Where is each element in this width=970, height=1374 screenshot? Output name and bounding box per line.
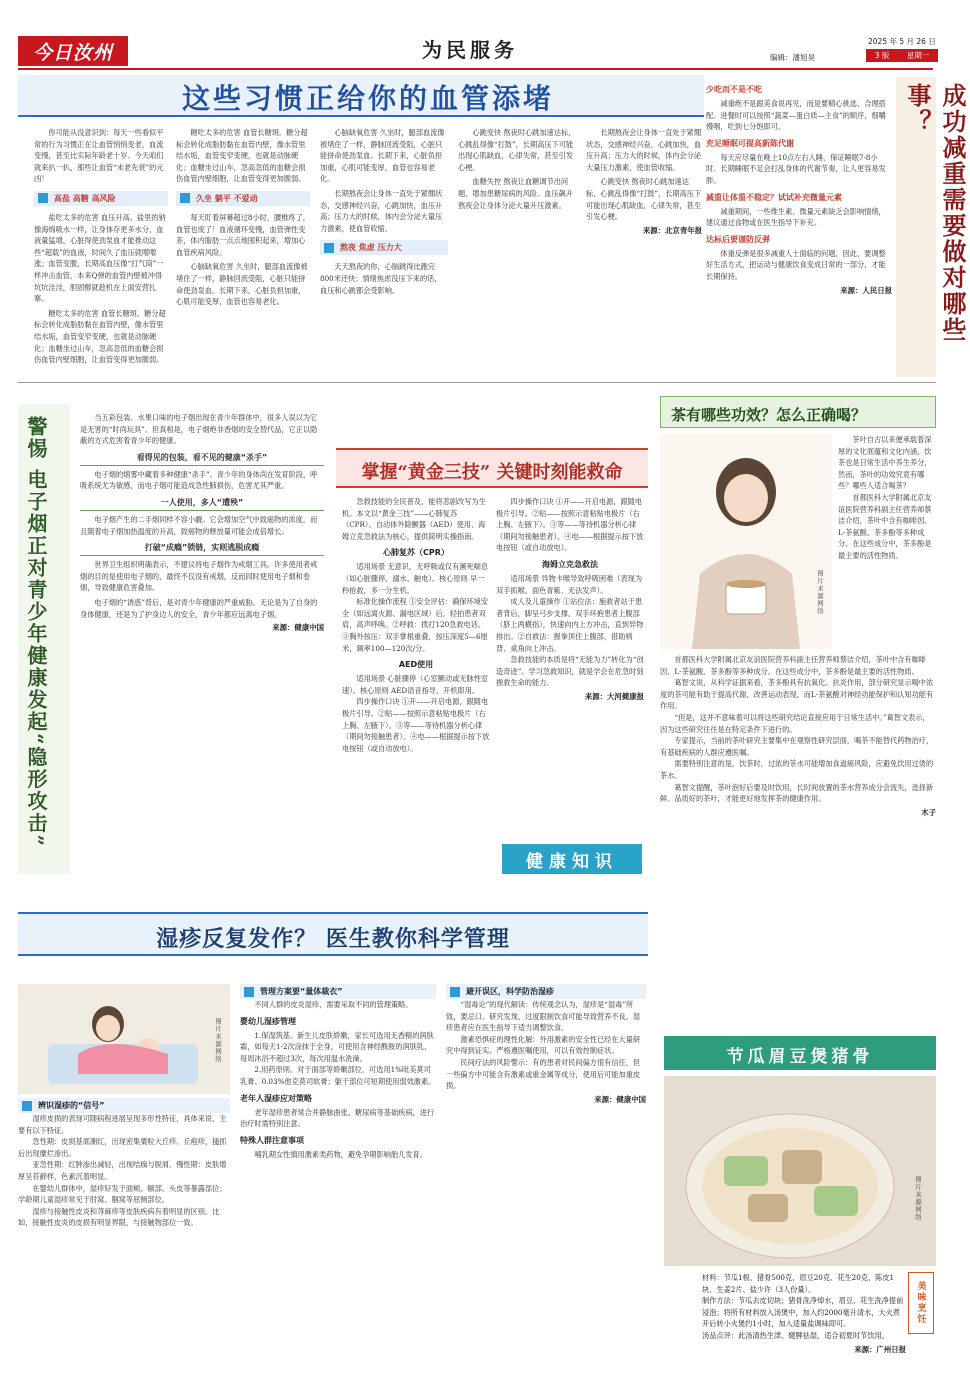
page-info <box>866 49 938 62</box>
eczema-p5: 湿疹与接触性皮炎和荨麻疹等皮肤疾病有着明显的区别。比如，接触性皮炎的皮损有明显界限，与接触物部位一致。 <box>18 1206 220 1228</box>
eczema-p8: 2.用药原则。对于面部等娇嫩部位，可选用1%吡美莫司乳膏、0.03%他克莫司软膏；躯干部位可短期使用弱效激素。 <box>240 1065 436 1086</box>
recipe-stamp-text: 美味烹饪 <box>915 1281 926 1325</box>
eczema-p4: 在婴幼儿群体中，湿疹好发于面颊、额部、头皮等暴露部位；学龄期儿童湿疹常见于肘窝、腘窝等屈侧部位。 <box>18 1183 227 1205</box>
recipe-source: 来源：广州日报 <box>854 1344 906 1354</box>
eczema-p1: 湿疹皮损的表现可随病程进展呈现多形性特征，具体来说，主要有以下特征。 <box>18 1114 227 1135</box>
eczema-p9: 老年湿疹患者常合并静脉曲张、糖尿病等基础疾病，进行治疗时需特别注意。 <box>240 1107 435 1129</box>
recipe-stamp <box>908 1272 934 1334</box>
blood-p1: 盐吃太多的危害 血压升高。盐里的钠像海绵吸水一样，让身体存更多水分，血液量猛增，心脏得使劲泵血才能推动这些“超载”的血液，时间久了血压就噌噌涨；血管变脆，长期高血压像“打气筒”一样冲击血管，本来Q弹的血管内壁被冲得坑坑洼洼，胆固醇就趁机在上面安营扎寨。 <box>34 212 166 304</box>
cpr-p5: 适用场景 异物卡喉导致呼吸困难（表现为双手抓喉、面色青紫、无法发声）。 <box>496 573 643 595</box>
eczema-p2: 急性期：皮损基底潮红，出现密集粟粒大丘疹、丘疱疹，搔抓后出现糜烂渗出。 <box>18 1137 227 1158</box>
article-weight <box>706 75 967 385</box>
article-tea <box>654 392 936 1032</box>
eczema-p11: “湿毒论”的现代解读：传统观念认为，湿疹是“湿毒”所致，要忌口。研究发现，过度限制饮食可能导致营养不良，湿疹患者应在医生指导下适当调整饮食。 <box>446 1000 641 1033</box>
tea-p2: 首都医科大学附属北京友谊医院营养科副主任营养师蔡洁介绍，茶叶中含有咖啡因、L-茶氨酸、茶多酚等多种成分。在这些成分中，茶多酚是最主要的活性物质。 <box>838 492 932 560</box>
weight-vtitle-box <box>896 77 967 377</box>
weight-h1: 少吃而不是不吃 <box>706 85 762 94</box>
ecig-s3: 打破“成瘾”锁链，实则逃脱成瘾 <box>80 542 324 556</box>
cpr-p4a: 四步操作口诀 ①开——开启电源，跟随电极片引导。②贴——按照示意粘贴电极片（右上胸、左腋下）。③等——等待机器分析心律（期间勿接触患者）。④电——根据提示按下放电按钮（或自动放电）。 <box>342 697 490 753</box>
tea-source: 木子 <box>921 807 936 817</box>
eczema-illustration <box>18 984 230 1094</box>
blood-tag-2 <box>176 191 310 206</box>
tea-title: 茶有哪些功效？怎么正确喝？ <box>671 406 867 424</box>
cpr-p4: 四步操作口诀 ①开——开启电源，跟随电极片引导。②贴——按照示意粘贴电极片（右上胸、左腋下）。③等——等待机器分析心律（期间勿接触患者）。④电——根据提示按下放电按钮（或自动放电）。 <box>496 497 644 553</box>
recipe-effect: 汤品点评：此汤清热生津、健脾祛湿，适合初夏时节饮用。 <box>702 1330 889 1340</box>
eczema-p10: 哺乳期女性慎用激素类药物，避免孕期影响胎儿发育。 <box>254 1149 427 1159</box>
blood-tag-3 <box>320 240 448 255</box>
recipe-title-bar <box>664 1036 936 1070</box>
recipe-photo <box>664 1076 936 1266</box>
weight-p1: 减重绝不是跟美食说再见，而是要精心挑选、合理搭配。进餐时可以按照“蔬菜—蛋白质—主食”的顺序，细嚼慢咽，吃到七分饱即可。 <box>706 99 886 132</box>
recipe-steps: 制作方法：节瓜去皮切块；猪骨洗净焯水，眉豆、花生洗净提前浸泡；将所有材料放入汤煲中，加入约2000毫升清水，大火煮开后转小火煲约1小时，加入适量盐调味即可。 <box>702 1296 904 1329</box>
tag-square-icon <box>38 193 48 203</box>
ecig-source: 来源：健康中国 <box>272 623 324 633</box>
tea-p1: 茶叶自古以来便承载着深厚的文化底蕴和文化内涵，饮茶也是日常生活中养生养分，然而，茶叶的功效究竟有哪些？哪些人适合喝茶？ <box>838 435 932 491</box>
masthead-date: 2025 年 5 月 26 日 <box>868 37 936 46</box>
cpr-title-bar <box>336 448 648 488</box>
blood-p5: 长期熬夜会让身体一直处于紧绷状态，交感神经兴奋，心跳加快，血压升高；压力大的时候，体内会分泌大量压力激素，使血管收缩。 <box>320 188 443 233</box>
cpr-title: 掌握“黄金三技” 关键时刻能救命 <box>361 462 623 483</box>
eczema-p6: 不同人群的皮炎湿疹，需要采取不同的管理策略。 <box>254 1000 413 1009</box>
recipe-photo-note: 图片来源网络 <box>914 1176 922 1221</box>
tea-p5: 专家提示，当前的茶叶研究主要集中在观察性研究层面，喝茶不能替代药物治疗，有基础疾病的人群应遵医嘱。 <box>660 736 934 757</box>
weight-p2: 每天应尽量在晚上10点左右入睡，保证睡眠7-8小时。长期睡眠不足会打乱身体的代谢节奏，让人更容易发胖。 <box>706 152 886 185</box>
tag-square-icon <box>180 193 190 203</box>
eczema-source: 来源：健康中国 <box>594 1094 646 1104</box>
masthead-logo: 今日汝州 <box>18 36 128 66</box>
tea-photo-note: 图片来源网络 <box>816 570 824 615</box>
article-blood-vessel <box>18 75 704 371</box>
weight-h4: 达标后要谨防反弹 <box>706 234 770 244</box>
editor-name: 编辑：潘旭昊 <box>770 53 815 62</box>
weight-h3: 减重让体重不稳定？试试补充微量元素 <box>706 192 842 202</box>
ecig-p1: 电子烟的烟雾中藏着多种健康“杀手”。青少年的身体尚在发育阶段，呼吸系统尤为敏感，而电子烟可能造成急性肺损伤，危害尤其严重。 <box>80 469 318 491</box>
article-cpr <box>336 448 648 886</box>
weight-h2: 充足睡眠可提高新陈代谢 <box>706 138 794 148</box>
tea-p7: 葛智文提醒，茶叶泡好后要及时饮用，长时间放置的茶水营养成分会流失，选择新鲜、品质好的茶叶，才能更好地发挥茶的健康作用。 <box>660 782 934 804</box>
article-recipe <box>662 1032 936 1354</box>
tea-p6: 需要特别注意的是，饮茶时，过浓的茶水可能增加食道癌风险，应避免饮用过烫的茶水。 <box>660 759 934 780</box>
blood-p2: 糖吃太多的危害 血管长糖斑。糖分超标会转化成脂肪黏在血管内壁，像水管里结水垢，血管变窄变硬，也就是动脉硬化；血糖坐过山车，忽高忽低的血糖会损伤血管内壁细胞，让血管变得更加脆弱。 <box>34 308 166 365</box>
cpr-intro: 急救技能的全民普及，能将悲剧改写为生机。本文以“黄金三技”——心肺复苏（CPR）、自动体外除颤器（AED）使用、海姆立克急救法为核心，提供简明实操指南。 <box>342 497 486 541</box>
eczema-title: 湿疹反复发作？ 医生教你科学管理 <box>156 926 510 952</box>
tag-square-icon <box>22 1101 32 1111</box>
masthead <box>0 0 950 72</box>
ecig-intro: 当五彩包装、水果口味的电子烟出现在青少年群体中，很多人误以为它是无害的“时尚玩具”。但真相是，电子烟绝非香烟的安全替代品，它正以隐蔽的方式危害着青少年的健康。 <box>80 413 318 446</box>
eczema-p7: 1.保湿筑基。新生儿皮肤娇嫩，家长可选用无香精的润肤霜，如每天1-2次涂抹于全身，可使用含神经酰胺的润肤乳，每周沐浴不超过3次，每次用温水洗澡。 <box>240 1030 434 1063</box>
eczema-sub3: 特殊人群注意事项 <box>240 1135 304 1145</box>
woman-tea-illustration <box>660 434 832 649</box>
tea-title-bar <box>660 396 936 428</box>
blood-p7: 血糖失控 熬夜让血糖调节出问题，增加患糖尿病的风险。血压飙升 熬夜会让身体分泌大量升压激素。 <box>458 177 574 210</box>
recipe-ingredients: 材料：节瓜1根、猪骨500克、眉豆20克、花生20克、陈皮1块、生姜2片、盐少许（3人份量）。 <box>702 1273 895 1294</box>
ecig-vtitle: 警惕 电子烟正对青少年健康发起“隐形攻击” <box>24 416 48 848</box>
eczema-p13: 民间疗法的风险警示：有的患者对民间偏方很有信任，但一些偏方中可能含有激素或重金属等成分，使用后可能加重皮损。 <box>446 1057 641 1091</box>
ecig-vtitle-box <box>18 404 70 874</box>
tea-p4: “但是，这并不意味着可以将这些研究结论直接应用于日常生活中。”葛智文表示，因为这些研究往往是在特定条件下进行的。 <box>660 712 930 734</box>
eczema-h2 <box>240 984 436 999</box>
blood-p6b: 心跳变快 熬夜时心跳加速达标，心跳乱得像“打鼓”，长期高压下可能出现心肌缺血，心律失常，甚至引发心梗。 <box>586 177 702 222</box>
blood-p3: 每天盯着屏幕超过8小时，腰椎疼了，血管也废了！血液循环变慢，血管弹性变差，体内脂肪一点点地囤积起来，增加心血管疾病风险。 <box>176 212 310 257</box>
eczema-h1 <box>18 1098 230 1113</box>
blood-tag-3-text: 熬夜 焦虑 压力大 <box>340 243 402 253</box>
eczema-title-bar <box>18 912 648 956</box>
cpr-h1: 心肺复苏（CPR） <box>383 548 449 558</box>
blood-p4: 心脑缺氧危害 久坐时，腿部血流像被堵住了一样，静脉回流受阻，心脏只能拼命使劲泵血。长期下来，心脏负担加重，心肌可能变厚，血管也容易老化。 <box>176 262 308 307</box>
masthead-divider <box>18 68 933 70</box>
eczema-photo-note: 图片来源网络 <box>214 1018 222 1063</box>
ecig-p3: 世界卫生组织明确表示，不建议将电子烟作为戒烟工具。许多使用者戒烟的目的是使用电子烟的，最终不仅没有戒烟，反而同时使用电子烟和卷烟，导致健康危害叠加。 <box>80 560 318 593</box>
eczema-h3-text: 避开误区，科学防治湿疹 <box>466 987 554 996</box>
health-banner <box>502 844 642 874</box>
soup-photo <box>664 1076 936 1266</box>
weight-source: 来源：人民日报 <box>840 285 892 295</box>
blood-p7b: 长期熬夜会让身体一直处于紧绷状态，交感神经兴奋，心跳加快，血压升高；压力大的时候，体内会分泌大量压力激素，使血管收缩。 <box>586 128 702 172</box>
tag-square-icon <box>324 243 334 253</box>
mother-baby-illustration <box>18 984 230 1094</box>
tea-illustration <box>660 434 832 649</box>
tag-square-icon <box>244 987 254 997</box>
ecig-p4: 电子烟的“诱惑”背后，是对青少年健康的严重威胁。无论是为了自身的身体健康，还是为了护身边人的安全，青少年都应远离电子烟。 <box>80 597 318 619</box>
weight-vtitle: 成功减重需要做对哪些事？ <box>903 83 967 343</box>
ecig-s2: 一人使用，多人“遭殃” <box>80 497 324 511</box>
cpr-p7: 急救技能的本质是将“无能为力”转化为“创造奇迹”。学习急救知识，就是学会在危急时刻挽救生命的能力。 <box>496 655 644 688</box>
tag-square-icon <box>450 987 460 997</box>
tea-p2b: 首都医科大学附属北京友谊医院营养科副主任营养师蔡洁介绍，茶叶中含有咖啡因、L-茶氨酸、茶多酚等多种成分。在这些成分中，茶多酚是最主要的活性物质。 <box>660 655 926 676</box>
blood-p4b: 心脑缺氧危害 久坐时，腿部血流像被堵住了一样，静脉回流受阻，心脏只能拼命使劲泵血。长期下来，心脏负担加重，心肌可能变厚，血管也容易老化。 <box>320 128 445 184</box>
ecig-p2: 电子烟产生的二手烟同样不容小觑。它会增加空气中致癌物的浓度，而且随着电子烟加热温度的升高，致癌物的释放量可能会成倍增长。 <box>80 514 318 536</box>
section-title: 为民服务 <box>422 38 518 62</box>
cpr-p2: 标准化操作流程 ①安全评估：确保环境安全（如远离火源、漏电区域）后，轻拍患者双肩，高声呼唤。②呼救：拨打120急救电话。③胸外按压：双手掌根重叠，按压深度5—6厘米，频率100—120次/分。 <box>342 597 489 653</box>
eczema-p12: 激素恐惧症的理性化解：外用激素的安全性已经在大量研究中得到证实。严格遵医嘱使用，可以有效控制症状。 <box>446 1034 641 1056</box>
health-banner-text: 健康知识 <box>526 851 618 872</box>
cpr-p1: 适用场景 无意识、无呼吸或仅有濒死喘息（如心脏骤停、溺水、触电）。核心原则 早一秒抢救，多一分生机。 <box>342 562 489 595</box>
recipe-title: 节瓜眉豆煲猪骨 <box>726 1047 874 1067</box>
row-divider-1 <box>18 382 936 383</box>
blood-title: 这些习惯正给你的血管添堵 <box>181 82 554 115</box>
cpr-h3: 海姆立克急救法 <box>542 559 598 569</box>
eczema-p3: 亚急性期：红肿渗出减轻，出现结痂与脱屑。慢性期：皮肤增厚呈苔藓样，色素沉着明显。 <box>18 1160 227 1181</box>
cpr-source: 来源：大河健康报 <box>584 691 644 701</box>
weight-p4: 体重反弹是很多减重人士面临的问题。因此，要调整好生活方式，把运动与健康饮食变成日常的一部分，才能长期保持。 <box>706 248 886 281</box>
blood-p8: 天天熬夜的你，心脑跳得比跑完800米还快；情绪焦虑没压下来的话，血压和心跳都会受影响。 <box>320 262 442 295</box>
eczema-h2-text: 管理方案要“量体裁衣” <box>260 987 343 996</box>
article-ecig <box>18 404 328 884</box>
page-weekday: 星期一 <box>906 51 930 60</box>
eczema-sub2: 老年人湿疹应对策略 <box>240 1093 312 1103</box>
blood-p6: 心跳变快 熬夜时心跳加速达标，心跳乱得像“打鼓”，长期高压下可能出现心肌缺血，心律失常，甚至引发心梗。 <box>458 128 576 172</box>
eczema-h3 <box>446 984 646 999</box>
eczema-sub1: 婴幼儿湿疹管理 <box>240 1016 296 1026</box>
cpr-p6: 成人及儿童操作 ①站位法：施救者站于患者背后，脚呈弓步支撑，双手环抱患者上腹部（脐上两横指），快速向内上方冲击，直到异物排出。②自救法：握拳顶住上腹部，借助椅背、桌角向上冲击。 <box>496 597 644 653</box>
blood-tag-1-text: 高盐 高糖 高风险 <box>54 193 116 203</box>
cpr-p3: 适用场景 心脏骤停（心室颤动或无脉性室速）。核心原则 AED语音指导，开机即用。 <box>342 674 489 695</box>
article-eczema <box>18 912 648 1342</box>
page-number: 3 版 <box>874 51 890 60</box>
cpr-h2: AED使用 <box>398 660 434 670</box>
blood-source: 来源：北京青年报 <box>642 225 702 235</box>
blood-tag-2-text: 久坐 躺平 不爱动 <box>196 193 258 203</box>
eczema-h1-text: 辨识湿疹的“信号” <box>38 1101 105 1110</box>
ecig-s1: 看得见的包装，看不见的健康“杀手” <box>80 452 324 466</box>
blood-p2b: 糖吃太多的危害 血管长糖斑。糖分超标会转化成脂肪黏在血管内壁，像水管里结水垢，血管变窄变硬，也就是动脉硬化；血糖坐过山车，忽高忽低的血糖会损伤血管内壁细胞，让血管变得更加脆弱。 <box>176 128 308 184</box>
blood-title-bar <box>18 75 704 117</box>
weight-p3: 减重期间，一些维生素、微量元素缺乏会影响情绪，建议通过食物或在医生指导下补充。 <box>706 206 886 228</box>
blood-intro: 你可能从没意识到：每天一些看似平常的行为习惯正在让血管悄悄变老，血流变慢，甚至比实际年龄老十岁。今天咱们就来扒一扒，那些让血管“未老先衰”的元凶！ <box>34 128 164 184</box>
tea-p3: 葛智文说，从科学证据来看，茶多酚具有抗氧化、抗炎作用，部分研究显示喝中浓度的茶可能有助于提高代谢，改善运动表现，而L-茶氨酸对神经功能保护和认知功能有作用。 <box>660 678 934 711</box>
blood-tag-1 <box>34 191 168 206</box>
